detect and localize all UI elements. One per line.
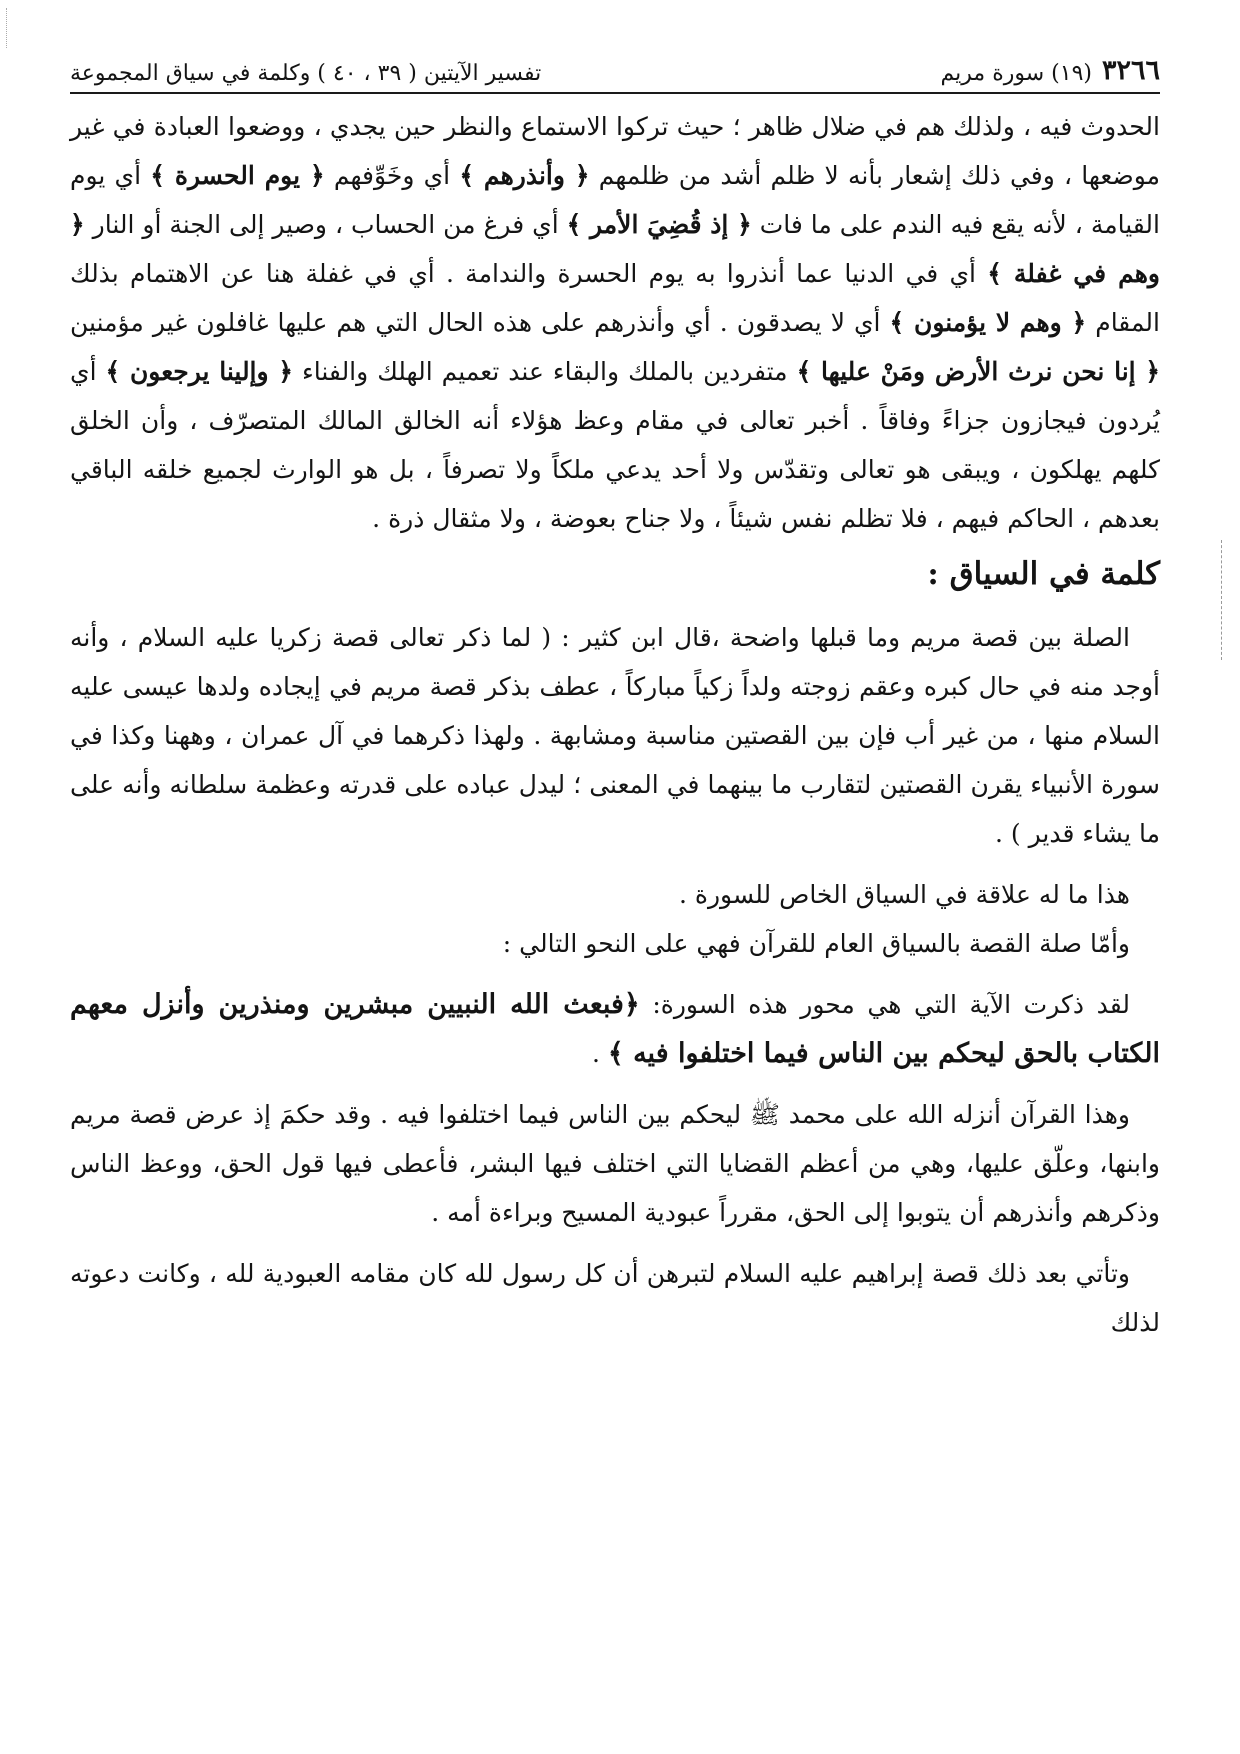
text-segment: . [591, 1039, 608, 1068]
quran-quote: ﴿ وأنذرهم ﴾ [459, 161, 590, 190]
quran-quote: ﴿ وهم في غفلة ﴾ [70, 210, 1160, 288]
quran-quote: ﴿ وهم لا يؤمنون ﴾ [889, 308, 1087, 337]
quran-quote: ﴿ إنا نحن نرث الأرض ومَنْ عليها ﴾ [796, 357, 1160, 386]
header-description: تفسير الآيتين ( ٣٩ ، ٤٠ ) وكلمة في سياق المجموعة [70, 61, 542, 86]
text-segment: أي يُردون فيجازون جزاءً وفاقاً . أخبر تعالى في مقام وعظ هؤلاء أنه الخالق المالك المتصرّف ، وأن الخلق كلهم يهلكون ، ويبقى هو تعالى وتقدّس ولا أحد يدعي ملكاً ولا تصرفاً ، بل هو الوارث لجميع خلقه الباقي بعدهم ، الحاكم فيهم ، فلا تظلم نفس شيئاً ، ولا جناح بعوضة ، ولا مثقال ذرة . [70, 357, 1160, 533]
paragraph-quran-judgement: وهذا القرآن أنزله الله على محمد ﷺ ليحكم بين الناس فيما اختلفوا فيه . وقد حكمَ إذ عرض قصة مريم وابنها، وعلّق عليها، وهي من أعظم القضايا التي اختلف فيها البشر، فأعطى فيها قول الحق، ووعظ الناس وذكرهم وأنذرهم أن يتوبوا إلى الحق، مقرراً عبودية المسيح وبراءة أمه . [70, 1100, 1160, 1227]
text-segment: أي وخَوِّفهم [324, 161, 460, 190]
paragraph-ibn-kathir: الصلة بين قصة مريم وما قبلها واضحة ،قال ابن كثير : ( لما ذكر تعالى قصة زكريا عليه السلام ، وأنه أوجد منه في حال كبره وعقم زوجته ولداً زكياً مباركاً ، عطف بذكر قصة مريم في إيجاده ولدها عيسى عليه السلام منها ، من غير أب فإن بين القصتين مناسبة ومشابهة . ولهذا ذكرهما في آل عمران ، وههنا وكذا في سورة الأنبياء يقرن القصتين لتقارب ما بينهما في المعنى ؛ ليدل عباده على قدرته وعظمة سلطانه وأنه على ما يشاء قدير ) . [70, 623, 1160, 848]
quran-quote: ﴿ وإلينا يرجعون ﴾ [105, 357, 293, 386]
text-segment: أي في الدنيا عما أنذروا به يوم الحسرة والندامة . أي في غفلة هنا عن الاهتمام بذلك المقام [70, 259, 1160, 337]
text-segment: الحدوث فيه ، ولذلك هم في ضلال ظاهر ؛ حيث تركوا الاستماع والنظر حين يجدي ، ووضعوا العبادة في غير موضعها ، وفي ذلك إشعار بأنه لا ظلم أشد من ظلمهم [70, 112, 1161, 190]
surah-label: (١٩) سورة مريم [940, 61, 1092, 86]
main-text [70, 102, 1160, 1347]
text-segment: أي فرغ من الحساب ، وصير إلى الجنة أو النار [84, 210, 567, 239]
paragraph-ibrahim: وتأتي بعد ذلك قصة إبراهيم عليه السلام لتبرهن أن كل رسول لله كان مقامه العبودية لله ، وكانت دعوته لذلك [70, 1259, 1160, 1337]
text-segment: لقد ذكرت الآية التي هي محور هذه السورة: [639, 990, 1130, 1019]
section-heading: كلمة في السياق : [927, 556, 1160, 592]
text-segment: متفردين بالملك والبقاء عند تعميم الهلك والفناء [293, 357, 797, 386]
running-header [70, 40, 1160, 94]
text-segment: أي لا يصدقون . أي وأنذرهم على هذه الحال التي هم عليها غافلون غير مؤمنين [70, 308, 890, 337]
scan-margin-mark [6, 8, 21, 48]
quran-quote: ﴿فبعث الله النبيين مبشرين ومنذرين وأنزل معهم الكتاب بالحق ليحكم بين الناس فيما اختلفوا فيه ﴾ [70, 989, 1160, 1069]
paragraph-general-context: وأمّا صلة القصة بالسياق العام للقرآن فهي على النحو التالي : [502, 929, 1130, 958]
page-number: ٣٢٦٦ [1101, 55, 1160, 86]
paragraph-special-context: هذا ما له علاقة في السياق الخاص للسورة . [678, 880, 1130, 909]
page [70, 40, 1160, 1720]
quran-quote: ﴿ يوم الحسرة ﴾ [150, 161, 325, 190]
quran-quote: ﴿ إذ قُضِيَ الأمر ﴾ [566, 210, 752, 239]
scan-side-mark [1219, 540, 1222, 660]
context-section [70, 613, 1160, 1347]
paragraph-tafsir [70, 102, 1160, 543]
paragraph-axis-verse [70, 980, 1160, 1078]
text-segment: أي يوم القيامة ، لأنه يقع فيه الندم على ما فات [70, 161, 1160, 239]
